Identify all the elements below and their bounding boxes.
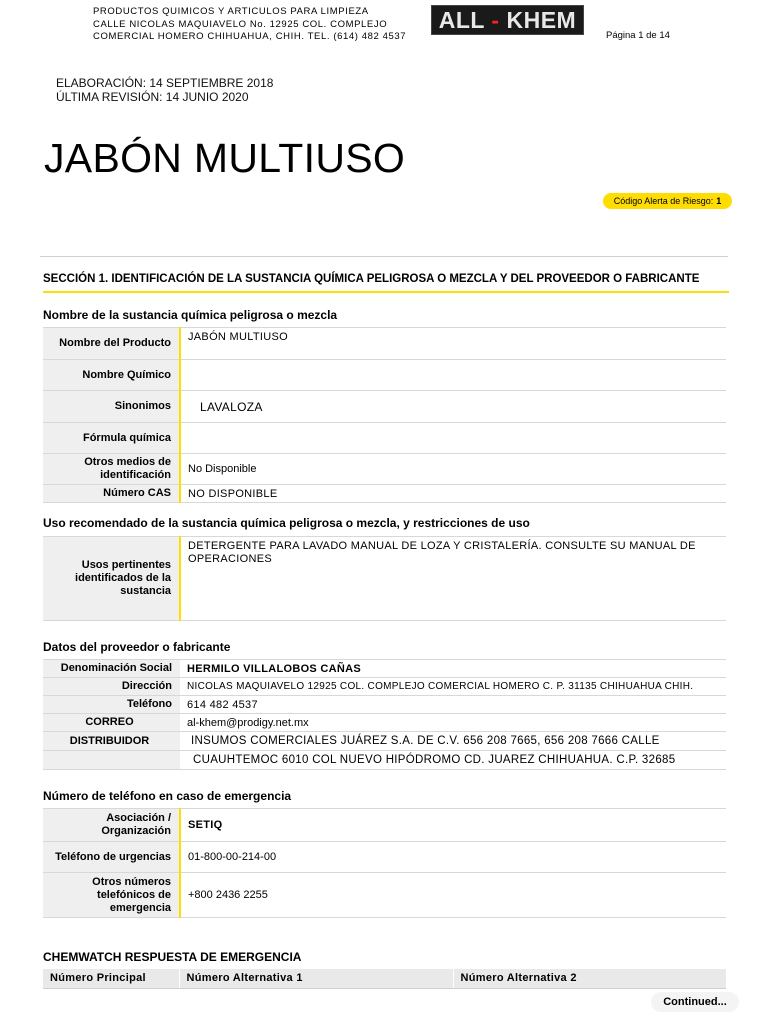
table-row xyxy=(43,714,726,732)
field-label: Otros medios de identificación xyxy=(43,454,180,485)
emergency-table xyxy=(43,808,726,918)
uses-table xyxy=(43,536,726,621)
field-label: Asociación / Organización xyxy=(43,809,180,842)
field-label: CORREO xyxy=(43,714,180,732)
uses-heading: Uso recomendado de la sustancia química peligrosa o mezcla, y restricciones de uso xyxy=(43,516,530,530)
field-value: NICOLAS MAQUIAVELO 12925 COL. COMPLEJO COMERCIAL HOMERO C. P. 31135 CHIHUAHUA CHIH. xyxy=(180,678,726,696)
table-row xyxy=(43,842,726,873)
table-row xyxy=(43,391,726,423)
table-header-row xyxy=(43,969,726,988)
field-value: NO DISPONIBLE xyxy=(180,485,726,503)
table-row xyxy=(43,751,726,770)
table-row xyxy=(43,485,726,503)
table-row xyxy=(43,423,726,454)
table-row xyxy=(43,537,726,621)
field-value: +800 2436 2255 xyxy=(180,873,726,918)
supplier-table xyxy=(43,659,726,770)
company-line-2: CALLE NICOLAS MAQUIAVELO No. 12925 COL. COMPLEJO xyxy=(93,18,388,30)
divider xyxy=(40,256,728,257)
field-label: Nombre Químico xyxy=(43,360,180,391)
table-row xyxy=(43,873,726,918)
field-label: Nombre del Producto xyxy=(43,328,180,360)
identification-table xyxy=(43,327,726,503)
field-value: JABÓN MULTIUSO xyxy=(180,328,726,360)
risk-alert-value: 1 xyxy=(716,196,722,206)
field-value: HERMILO VILLALOBOS CAÑAS xyxy=(180,660,726,678)
document-dates xyxy=(56,77,273,104)
field-label: Otros números telefónicos de emergencia xyxy=(43,873,180,918)
field-value: INSUMOS COMERCIALES JUÁREZ S.A. DE C.V. 656 208 7665, 656 208 7666 CALLE xyxy=(180,732,726,751)
field-label: Teléfono xyxy=(43,696,180,714)
company-line-3: COMERCIAL HOMERO CHIHUAHUA, CHIH. TEL. (614) 482 4537 xyxy=(93,31,407,42)
field-value: 614 482 4537 xyxy=(180,696,726,714)
field-label: Fórmula química xyxy=(43,423,180,454)
field-value xyxy=(180,423,726,454)
field-label: Sinonimos xyxy=(43,391,180,423)
field-label xyxy=(43,751,180,770)
risk-alert-label: Código Alerta de Riesgo: xyxy=(613,196,714,206)
column-header-principal: Número Principal xyxy=(43,969,179,988)
table-row xyxy=(43,678,726,696)
table-row xyxy=(43,696,726,714)
field-value xyxy=(180,360,726,391)
field-label: Número CAS xyxy=(43,485,180,503)
field-value: SETIQ xyxy=(180,809,726,842)
field-value: CUAUHTEMOC 6010 COL NUEVO HIPÓDROMO CD. JUAREZ CHIHUAHUA. C.P. 32685 xyxy=(180,751,726,770)
field-value: No Disponible xyxy=(180,454,726,485)
table-row xyxy=(43,360,726,391)
chemwatch-table xyxy=(43,969,726,989)
section-1-title: SECCIÓN 1. IDENTIFICACIÓN DE LA SUSTANCIA QUÍMICA PELIGROSA O MEZCLA Y DEL PROVEEDOR O FABRICANTE xyxy=(43,273,729,293)
company-logo xyxy=(431,5,584,35)
company-line-1: PRODUCTOS QUIMICOS Y ARTICULOS PARA LIMPIEZA xyxy=(93,6,369,17)
document-title: JABÓN MULTIUSO xyxy=(44,135,406,181)
table-row xyxy=(43,732,726,751)
revision-date: ÚLTIMA REVISIÓN: 14 JUNIO 2020 xyxy=(56,89,249,104)
column-header-alternativa-2: Número Alternativa 2 xyxy=(453,969,726,988)
field-label: Usos pertinentes identificados de la sustancia xyxy=(43,537,180,621)
continued-label: Continued... xyxy=(651,992,739,1012)
elaboration-date: ELABORACIÓN: 14 SEPTIEMBRE 2018 xyxy=(56,76,274,90)
field-label: Denominación Social xyxy=(43,660,180,678)
emergency-heading: Número de teléfono en caso de emergencia xyxy=(43,789,292,803)
page-number: Página 1 de 14 xyxy=(606,30,670,41)
supplier-heading: Datos del proveedor o fabricante xyxy=(43,640,231,654)
risk-alert-badge xyxy=(603,193,732,209)
field-value: 01-800-00-214-00 xyxy=(180,842,726,873)
identification-heading: Nombre de la sustancia química peligrosa o mezcla xyxy=(43,308,338,322)
field-value: DETERGENTE PARA LAVADO MANUAL DE LOZA Y CRISTALERÍA. CONSULTE SU MANUAL DE OPERACIONES xyxy=(180,537,726,621)
table-row xyxy=(43,454,726,485)
table-row xyxy=(43,328,726,360)
table-row xyxy=(43,660,726,678)
field-label: DISTRIBUIDOR xyxy=(43,732,180,751)
logo-text-right: KHEM xyxy=(506,6,577,33)
logo-text-left: ALL xyxy=(438,6,485,33)
field-value: LAVALOZA xyxy=(180,391,726,423)
company-address xyxy=(93,6,406,44)
logo-dash: - xyxy=(484,6,507,33)
field-label: Dirección xyxy=(43,678,180,696)
field-value: al-khem@prodigy.net.mx xyxy=(180,714,726,732)
table-row xyxy=(43,809,726,842)
column-header-alternativa-1: Número Alternativa 1 xyxy=(179,969,453,988)
chemwatch-heading: CHEMWATCH RESPUESTA DE EMERGENCIA xyxy=(43,950,302,964)
field-label: Teléfono de urgencias xyxy=(43,842,180,873)
